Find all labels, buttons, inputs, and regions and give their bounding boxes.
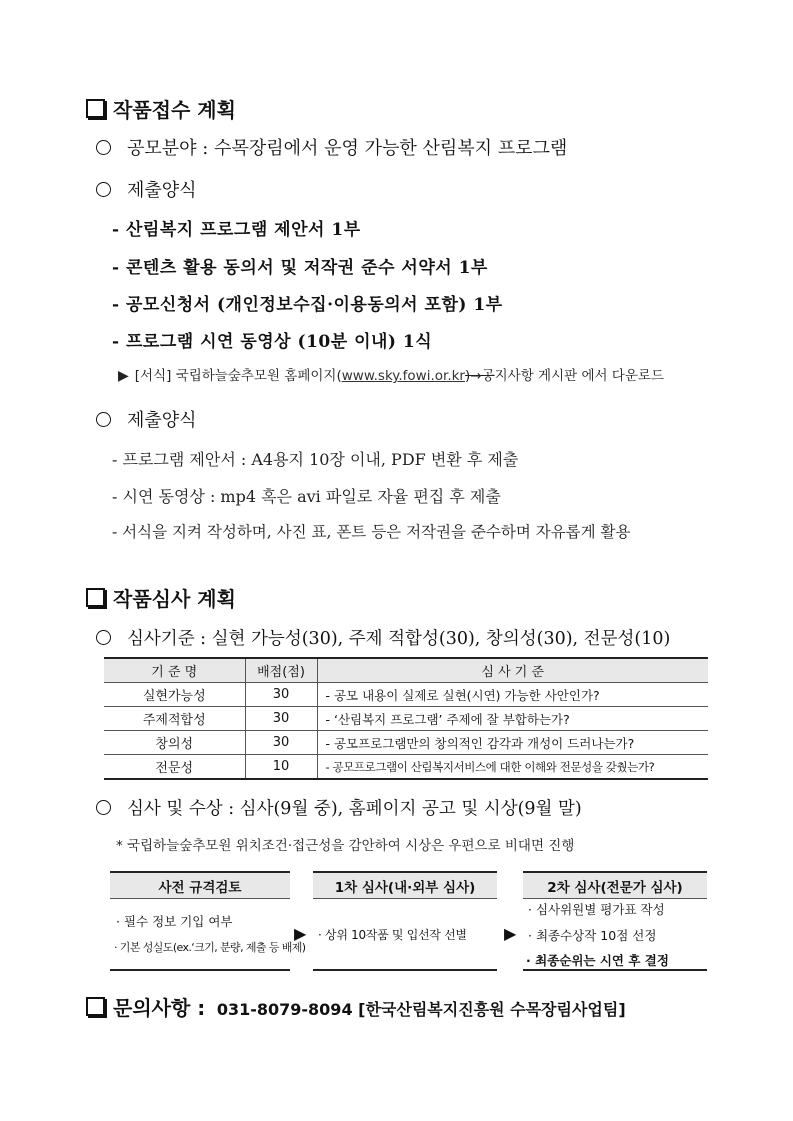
triangle-right-icon: ▶ <box>118 368 129 384</box>
circle-bullet-icon <box>96 140 111 155</box>
table-row <box>104 755 708 780</box>
bold-sub-item: - 산림복지 프로그램 제안서 1부 <box>112 220 361 240</box>
bold-sub-item: - 콘텐츠 활용 동의서 및 저작권 준수 서약서 1부 <box>112 258 488 278</box>
list-item <box>96 134 567 160</box>
column-header: 배점(점) <box>245 658 317 683</box>
table-row <box>104 731 708 755</box>
list-item <box>96 176 197 202</box>
note-strike: )→공 <box>464 368 495 384</box>
item-text: 제출양식 <box>127 180 197 201</box>
table-cell: 10 <box>245 755 317 780</box>
flow-step2-line: · 상위 10작품 및 입선작 선별 <box>318 928 467 942</box>
section-header-submission <box>86 94 236 123</box>
contact-title: 문의사항 : <box>113 996 206 1020</box>
table-cell: - 공모프로그램만의 창의적인 감각과 개성이 드러나는가? <box>317 731 708 755</box>
table-cell: 주제적합성 <box>104 707 245 731</box>
checkbox-square-icon <box>86 588 105 607</box>
flow-divider <box>313 969 497 971</box>
circle-bullet-icon <box>96 182 111 197</box>
footnote: * 국립하늘숲추모원 위치조건·접근성을 감안하여 시상은 우편으로 비대면 진행 <box>116 838 575 854</box>
table-row <box>104 683 708 707</box>
contact-info: 031-8079-8094 [한국산림복지진흥원 수목장림사업팀] <box>216 1000 626 1019</box>
note-suffix: 지사항 게시판 에서 다운로드 <box>494 368 664 384</box>
table-cell: - ‘산림복지 프로그램’ 주제에 잘 부합하는가? <box>317 707 708 731</box>
flow-divider <box>523 969 707 971</box>
flow-step3-line: · 최종순위는 시연 후 결정 <box>526 953 669 968</box>
bold-sub-item: - 공모신청서 (개인정보수집·이용동의서 포함) 1부 <box>112 295 503 315</box>
table-cell: 실현가능성 <box>104 683 245 707</box>
item-text: 심사 및 수상 : 심사(9월 중), 홈페이지 공고 및 시상(9월 말) <box>127 799 582 819</box>
checkbox-square-icon <box>86 997 105 1016</box>
table-header-row <box>104 658 708 683</box>
flow-divider <box>110 969 290 971</box>
list-item <box>96 406 197 432</box>
section-title: 작품심사 계획 <box>113 587 236 611</box>
column-header: 기 준 명 <box>104 658 245 683</box>
table-cell: - 공모프로그램이 산림복지서비스에 대한 이해와 전문성을 갖췄는가? <box>317 755 708 780</box>
flow-step2-header: 1차 심사(내·외부 심사) <box>313 871 497 899</box>
flow-arrow-icon: ▶ <box>504 924 517 943</box>
circle-bullet-icon <box>96 630 111 645</box>
sub-item: - 프로그램 제안서 : A4용지 10장 이내, PDF 변환 후 제출 <box>112 450 519 469</box>
flow-step3-line: · 최종수상작 10점 선정 <box>528 928 657 943</box>
table-cell: 30 <box>245 731 317 755</box>
item-text: 심사기준 : 실현 가능성(30), 주제 적합성(30), 창의성(30), 전문성(10) <box>127 629 671 649</box>
bold-sub-item: - 프로그램 시연 동영상 (10분 이내) 1식 <box>112 332 433 352</box>
column-header: 심 사 기 준 <box>317 658 708 683</box>
flow-arrow-icon: ▶ <box>294 924 307 943</box>
table-cell: - 공모 내용이 실제로 실현(시연) 가능한 사안인가? <box>317 683 708 707</box>
table-cell: 30 <box>245 707 317 731</box>
contact-section <box>86 992 626 1021</box>
homepage-link[interactable]: www.sky.fowi.or.kr <box>341 368 465 384</box>
sub-item: - 서식을 지켜 작성하며, 사진 표, 폰트 등은 저작권을 준수하며 자유롭게 활용 <box>112 523 631 541</box>
item-text: 제출양식 <box>127 410 197 431</box>
table-cell: 창의성 <box>104 731 245 755</box>
list-item <box>96 625 670 650</box>
sub-item: - 시연 동영상 : mp4 혹은 avi 파일로 자율 편집 후 제출 <box>112 487 501 506</box>
flow-step3-line: · 심사위원별 평가표 작성 <box>528 902 665 917</box>
circle-bullet-icon <box>96 800 111 815</box>
flow-step1-line: · 필수 정보 기입 여부 <box>116 914 233 929</box>
flow-step1-line: · 기본 성실도(ex.‘크기, 분량, 제출 등 배제) <box>114 941 306 954</box>
checkbox-square-icon <box>86 99 105 118</box>
circle-bullet-icon <box>96 412 111 427</box>
table-cell: 전문성 <box>104 755 245 780</box>
flow-step1-header: 사전 규격검토 <box>110 871 290 899</box>
list-item <box>96 795 582 820</box>
section-header-review <box>86 583 236 612</box>
item-text: 공모분야 : 수목장림에서 운영 가능한 산림복지 프로그램 <box>127 138 568 159</box>
criteria-table <box>104 657 708 780</box>
flow-step3-header: 2차 심사(전문가 심사) <box>523 871 707 899</box>
note-prefix: [서식] 국립하늘숲추모원 홈페이지( <box>134 368 342 384</box>
section-title: 작품접수 계획 <box>113 98 236 122</box>
download-note <box>118 364 664 384</box>
table-cell: 30 <box>245 683 317 707</box>
table-row <box>104 707 708 731</box>
